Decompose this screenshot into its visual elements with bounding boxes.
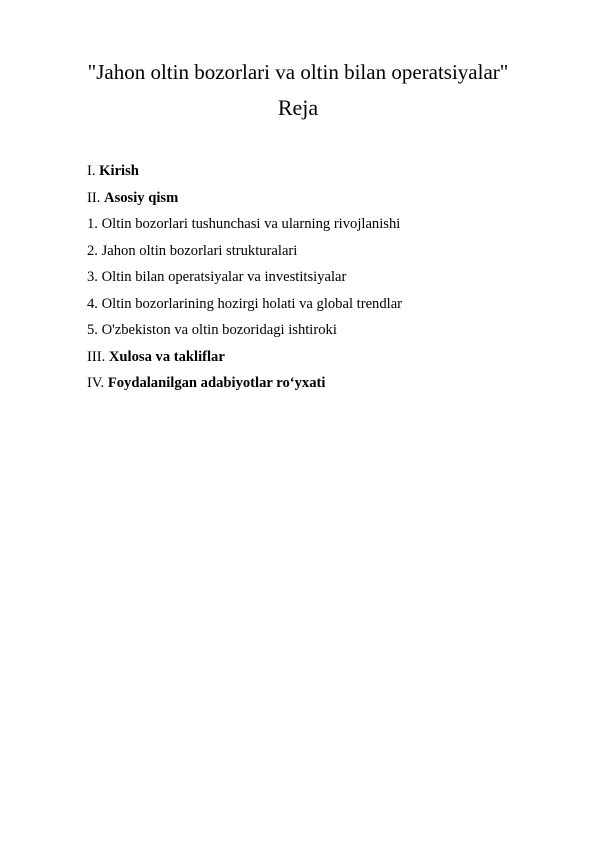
outline-item-4 [87, 291, 547, 318]
outline-item-number: 2. [87, 242, 102, 259]
outline-item-number: 1. [87, 216, 102, 232]
outline-item-1 [87, 211, 547, 238]
outline-item-text: Kirish [99, 163, 139, 179]
document-title: "Jahon oltin bozorlari va oltin bilan operatsiyalar" [87, 60, 509, 84]
outline-item-kirish [87, 158, 547, 185]
outline-item-asosiy-qism [87, 185, 547, 212]
outline-item-2 [87, 238, 547, 265]
outline-item-xulosa [87, 344, 547, 371]
outline-item-text: Asosiy qism [104, 189, 179, 206]
outline-item-text: Oltin bozorlari tushunchasi va ularning rivojlanishi [101, 216, 401, 232]
plan-heading: Reja [277, 95, 319, 120]
outline-item-number: III. [87, 348, 109, 365]
outline-item-number: II. [87, 189, 105, 206]
outline-item-number: 5. [87, 322, 102, 338]
outline-item-text: Xulosa va takliflar [108, 348, 225, 365]
outline-item-text: Jahon oltin bozorlari strukturalari [101, 242, 298, 259]
outline-item-3 [87, 264, 547, 291]
outline-item-text: O'zbekiston va oltin bozoridagi ishtiroki [101, 322, 337, 338]
outline-item-text: Oltin bilan operatsiyalar va investitsiyalar [101, 269, 347, 285]
outline-item-adabiyotlar [87, 370, 547, 397]
outline-item-5 [87, 317, 547, 344]
outline-item-text: Foydalanilgan adabiyotlar ro‘yxati [107, 375, 326, 391]
outline-item-number: I. [87, 163, 100, 179]
outline-item-number: IV. [87, 375, 108, 391]
outline-item-number: 3. [87, 269, 102, 285]
outline-item-number: 4. [87, 295, 102, 312]
outline-list [87, 158, 547, 397]
outline-item-text: Oltin bozorlarining hozirgi holati va global trendlar [101, 295, 403, 312]
